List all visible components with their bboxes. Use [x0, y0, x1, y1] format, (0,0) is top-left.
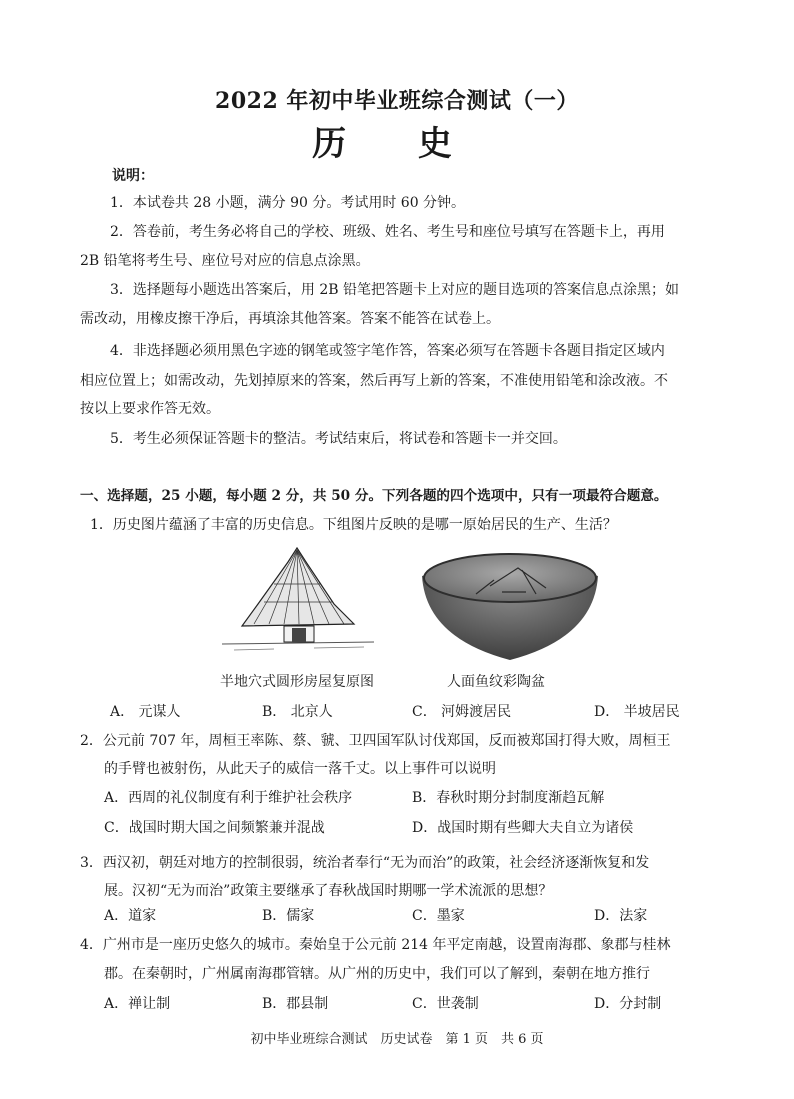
instruction-line: 需改动，用橡皮擦干净后，再填涂其他答案。答案不能答在试卷上。 — [80, 311, 500, 327]
option-c: C．世袭制 — [412, 996, 479, 1012]
image-caption-hut: 半地穴式圆形房屋复原图 — [220, 674, 374, 690]
instruction-line: 按以上要求作答无效。 — [80, 401, 220, 417]
instruction-line: 5．考生必须保证答题卡的整洁。考试结束后，将试卷和答题卡一并交回。 — [110, 431, 567, 447]
option-c: C．战国时期大国之间频繁兼并混战 — [104, 820, 325, 836]
exam-title: 2022 年初中毕业班综合测试（一） — [215, 88, 579, 114]
instruction-line: 相应位置上；如需改动，先划掉原来的答案，然后再写上新的答案，不准使用铅笔和涂改液。不 — [80, 373, 668, 389]
option-d: D．分封制 — [594, 996, 662, 1012]
option-d: D．法家 — [594, 908, 648, 924]
subject-title: 历 史 — [312, 124, 482, 164]
option-a: A． 元谋人 — [110, 704, 181, 720]
option-a: A．西周的礼仪制度有利于维护社会秩序 — [104, 790, 353, 806]
page-footer: 初中毕业班综合测试 历史试卷 第 1 页 共 6 页 — [250, 1032, 544, 1047]
question-stem: 1．历史图片蕴涵了丰富的历史信息。下组图片反映的是哪一原始居民的生产、生活？ — [90, 517, 617, 533]
option-c: C． 河姆渡居民 — [412, 704, 512, 720]
question-stem: 3．西汉初，朝廷对地方的控制很弱，统治者奉行“无为而治”的政策，社会经济逐渐恢复和发 — [80, 855, 650, 871]
instructions-label: 说明： — [112, 168, 154, 184]
section-heading: 一、选择题，25 小题，每小题 2 分，共 50 分。下列各题的四个选项中，只有一项最符合题意。 — [80, 488, 668, 504]
question-stem: 展。汉初“无为而治”政策主要继承了春秋战国时期哪一学术流派的思想？ — [104, 883, 553, 899]
question-stem: 的手臂也被射伤，从此天子的威信一落千丈。以上事件可以说明 — [104, 761, 496, 777]
option-b: B．郡县制 — [262, 996, 329, 1012]
option-b: B． 北京人 — [262, 704, 333, 720]
question-stem: 4．广州市是一座历史悠久的城市。秦始皇于公元前 214 年平定南越，设置南海郡、象郡与桂林 — [80, 937, 671, 953]
instruction-line: 2．答卷前，考生务必将自己的学校、班级、姓名、考生号和座位号填写在答题卡上，再用 — [110, 224, 665, 240]
hut-illustration — [214, 544, 380, 662]
option-b: B．春秋时期分封制度渐趋瓦解 — [412, 790, 605, 806]
painted-pottery-basin-photo — [418, 546, 602, 664]
instruction-line: 2B 铅笔将考生号、座位号对应的信息点涂黑。 — [80, 253, 370, 269]
question-stem: 2．公元前 707 年，周桓王率陈、蔡、虢、卫四国军队讨伐郑国，反而被郑国打得大败，周桓王 — [80, 733, 671, 749]
option-a: A．道家 — [104, 908, 157, 924]
option-a: A．禅让制 — [104, 996, 171, 1012]
instruction-line: 1．本试卷共 28 小题，满分 90 分。考试用时 60 分钟。 — [110, 195, 466, 211]
option-c: C．墨家 — [412, 908, 465, 924]
instruction-line: 4．非选择题必须用黑色字迹的钢笔或签字笔作答，答案必须写在答题卡各题目指定区域内 — [110, 343, 665, 359]
image-caption-basin: 人面鱼纹彩陶盆 — [447, 674, 545, 690]
option-d: D．战国时期有些卿大夫自立为诸侯 — [412, 820, 634, 836]
option-d: D． 半坡居民 — [594, 704, 680, 720]
instruction-line: 3．选择题每小题选出答案后，用 2B 铅笔把答题卡上对应的题目选项的答案信息点涂黑；如 — [110, 282, 680, 298]
option-b: B．儒家 — [262, 908, 315, 924]
question-stem: 郡。在秦朝时，广州属南海郡管辖。从广州的历史中，我们可以了解到，秦朝在地方推行 — [104, 966, 650, 982]
